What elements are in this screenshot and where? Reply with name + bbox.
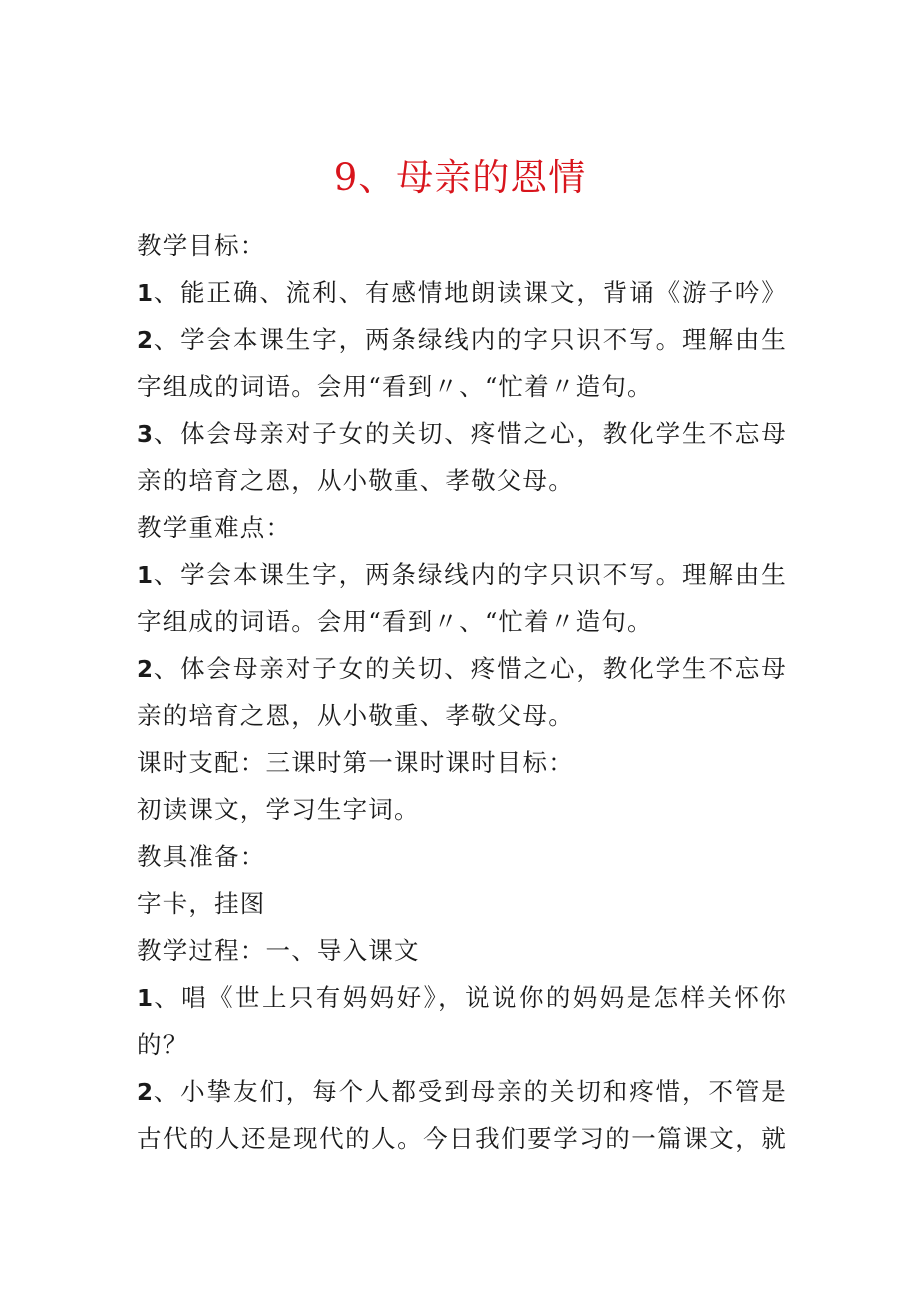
text-line bbox=[137, 1021, 787, 1068]
item-number: 1 bbox=[137, 563, 154, 589]
line-text: 、能正确、流利、有感情地朗读课文，背诵《游子吟》 bbox=[153, 278, 787, 307]
text-line bbox=[137, 833, 787, 880]
text-line bbox=[137, 692, 787, 739]
line-text: 课时支配：三课时第一课时课时目标： bbox=[137, 748, 574, 777]
text-line bbox=[137, 786, 787, 833]
item-number: 2 bbox=[137, 328, 154, 354]
text-line bbox=[137, 551, 787, 598]
line-text: 亲的培育之恩，从小敬重、孝敬父母。 bbox=[137, 466, 574, 495]
line-text: 、体会母亲对子女的关切、疼惜之心，教化学生不忘母 bbox=[153, 419, 787, 448]
item-number: 2 bbox=[137, 1080, 154, 1106]
item-number: 1 bbox=[137, 986, 154, 1012]
line-text: 亲的培育之恩，从小敬重、孝敬父母。 bbox=[137, 701, 574, 730]
document-body bbox=[137, 222, 787, 1162]
line-text: 字组成的词语。会用“看到〃、“忙着〃造句。 bbox=[137, 607, 653, 636]
text-line bbox=[137, 269, 787, 316]
line-text: 、小挚友们，每个人都受到母亲的关切和疼惜，不管是 bbox=[153, 1077, 787, 1106]
line-text: 字卡，挂图 bbox=[137, 889, 266, 918]
text-line bbox=[137, 598, 787, 645]
text-line bbox=[137, 316, 787, 363]
text-line bbox=[137, 927, 787, 974]
line-text: 、体会母亲对子女的关切、疼惜之心，教化学生不忘母 bbox=[153, 654, 787, 683]
text-line bbox=[137, 222, 787, 269]
text-line bbox=[137, 1068, 787, 1115]
text-line bbox=[137, 1115, 787, 1162]
item-number: 3 bbox=[137, 422, 154, 448]
item-number: 2 bbox=[137, 657, 154, 683]
line-text: 字组成的词语。会用“看到〃、“忙着〃造句。 bbox=[137, 372, 653, 401]
text-line bbox=[137, 645, 787, 692]
line-text: 教具准备： bbox=[137, 842, 266, 871]
text-line bbox=[137, 974, 787, 1021]
line-text: 、学会本课生字，两条绿线内的字只识不写。理解由生 bbox=[153, 325, 787, 354]
text-line bbox=[137, 410, 787, 457]
line-text: 的？ bbox=[137, 1030, 189, 1059]
text-line bbox=[137, 739, 787, 786]
page-title: 9、母亲的恩情 bbox=[333, 156, 587, 199]
text-line bbox=[137, 457, 787, 504]
line-text: 教学重难点： bbox=[137, 513, 292, 542]
line-text: 初读课文，学习生字词。 bbox=[137, 795, 420, 824]
text-line bbox=[137, 880, 787, 927]
line-text: 、学会本课生字，两条绿线内的字只识不写。理解由生 bbox=[153, 560, 787, 589]
line-text: 教学过程：一、导入课文 bbox=[137, 936, 420, 965]
line-text: 、唱《世上只有妈妈好》，说说你的妈妈是怎样关怀你 bbox=[153, 983, 787, 1012]
text-line bbox=[137, 363, 787, 410]
text-line bbox=[137, 504, 787, 551]
line-text: 古代的人还是现代的人。今日我们要学习的一篇课文，就 bbox=[137, 1124, 787, 1153]
item-number: 1 bbox=[137, 281, 154, 307]
line-text: 教学目标： bbox=[137, 231, 266, 260]
